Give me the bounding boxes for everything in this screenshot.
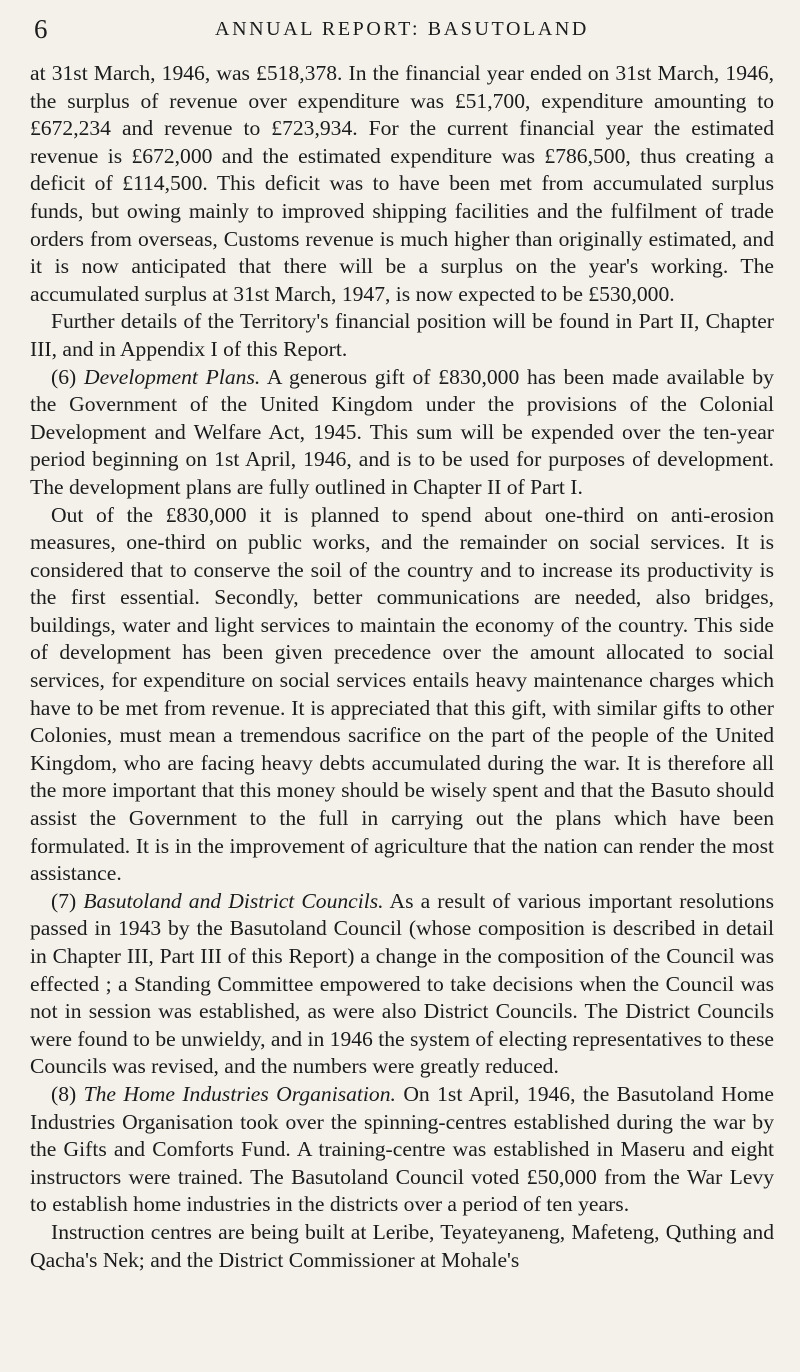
paragraph-instruction-centres: Instruction centres are being built at Leribe, Teyateyaneng, Mafeteng, Quthing and Qacha's Nek; and the District Commissioner at Mohale's	[30, 1219, 774, 1272]
section-number: (8)	[51, 1081, 77, 1106]
section-heading: Basutoland and District Councils.	[83, 888, 384, 913]
paragraph-surplus-figures: at 31st March, 1946, was £518,378. In the financial year ended on 31st March, 1946, the surplus of revenue over expenditure was £51,700, expenditure amounting to £672,234 and revenue to £723,934. For the current financial year the estimated revenue is £672,000 and the estimated expenditure was £786,500, thus creating a deficit of £114,500. This deficit was to have been met from accumulated surplus funds, but owing mainly to improved shipping facilities and the fulfilment of trade orders from overseas, Customs revenue is much higher than originally estimated, and it is now anticipated that there will be a surplus on the year's working. The accumulated surplus at 31st March, 1947, is now expected to be £530,000.	[30, 61, 774, 306]
section-number: (7)	[51, 888, 77, 913]
running-head	[30, 0, 774, 60]
paragraph-further-details: Further details of the Territory's financial position will be found in Part II, Chapter III, and in Appendix I of this Report.	[30, 309, 774, 361]
paragraph-home-industries: (8) The Home Industries Organisation. On 1st April, 1946, the Basutoland Home Industries Organisation took over the spinning-centres established during the war by the Gifts and Comforts Fund. A training-centre was established in Maseru and eight instructors were trained. The Basutoland Council voted £50,000 from the War Levy to establish home industries in the districts over a period of ten years.	[30, 1081, 775, 1217]
running-title: ANNUAL REPORT: BASUTOLAND	[215, 18, 589, 40]
body-text	[30, 60, 774, 1274]
paragraph-development-plans: (6) Development Plans. A generous gift of £830,000 has been made available by the Government of the United Kingdom under the provisions of the Colonial Development and Welfare Act, 1945. This sum will be expended over the ten-year period beginning on 1st April, 1946, and is to be used for purposes of development. The development plans are fully outlined in Chapter II of Part I.	[30, 364, 774, 499]
section-heading: The Home Industries Organisation.	[83, 1081, 396, 1106]
paragraph-allocation: Out of the £830,000 it is planned to spend about one-third on anti-erosion measures, one-third on public works, and the remainder on social services. It is considered that to conserve the soil of the country and to increase its productivity is the first essential. Secondly, better communications are needed, also bridges, buildings, water and light services to maintain the economy of the country. This side of development has been given precedence over the amount allocated to social services, for expenditure on social services entails heavy maintenance charges which have to be met from revenue. It is appreciated that this gift, with similar gifts to other Colonies, must mean a tremendous sacrifice on the part of the people of the United Kingdom, who are facing heavy debts accumulated during the war. It is therefore all the more important that this money should be wisely spent and that the Basuto should assist the Government to the full in carrying out the plans which have been formulated. It is in the improvement of agriculture that the nation can render the most assistance.	[30, 502, 774, 886]
paragraph-district-councils: (7) Basutoland and District Councils. As a result of various important resolutions passed in 1943 by the Basutoland Council (whose composition is described in detail in Chapter III, Part III of this Report) a change in the composition of the Council was effected ; a Standing Committee empowered to take decisions when the Council was not in session was established, as were also District Councils. The District Councils were found to be unwieldy, and in 1946 the system of electing representatives to these Councils was revised, and the numbers were greatly reduced.	[30, 888, 775, 1079]
section-number: (6)	[51, 364, 77, 389]
page-number: 6	[34, 14, 48, 44]
section-heading: Development Plans.	[83, 364, 261, 389]
